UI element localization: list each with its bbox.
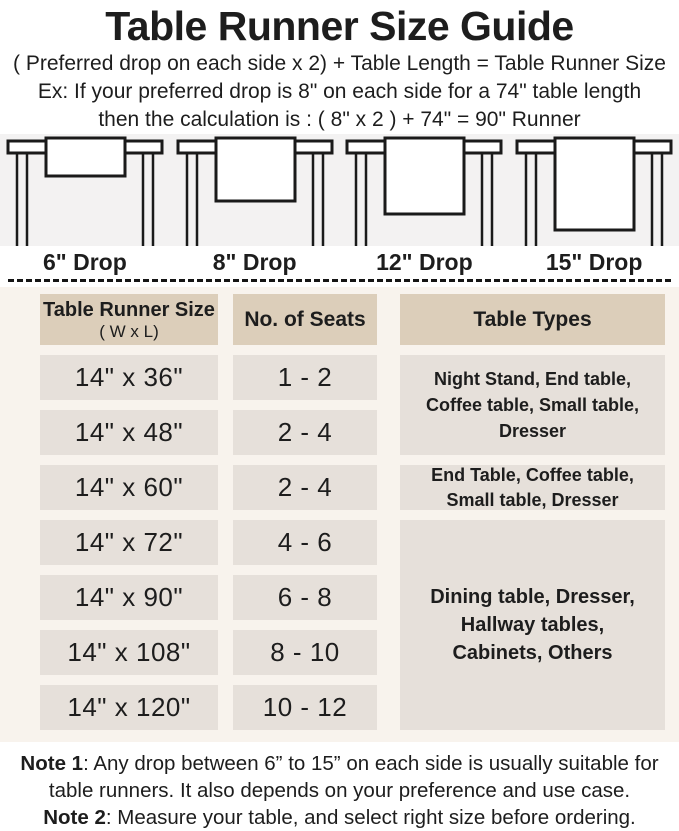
- seats-cell: 8 - 10: [233, 630, 377, 675]
- formula-line: ( Preferred drop on each side x 2) + Table Length = Table Runner Size: [13, 52, 666, 75]
- page-title: Table Runner Size Guide: [105, 3, 574, 49]
- note-2: [8, 804, 671, 831]
- seats-cell: 1 - 2: [233, 355, 377, 400]
- table-types-group-large-tables: [400, 520, 665, 730]
- table-types-text: Dining table, Dresser, Hallway tables, Cabinets, Others: [430, 586, 635, 664]
- table-drawing-6in-drop: [5, 135, 165, 246]
- table-types-text: End Table, Coffee table, Small table, Dresser: [431, 464, 634, 510]
- size-guide-table: [0, 287, 679, 742]
- runner-size-cell: 14" x 60": [40, 465, 218, 510]
- table-with-runner-icon: [175, 135, 335, 246]
- runner-size-cell: 14" x 120": [40, 685, 218, 730]
- drop-labels-row: [0, 246, 679, 278]
- column-header-table-types: Table Types: [400, 294, 665, 345]
- notes-section: [0, 742, 679, 831]
- column-header-runner-size-subtitle: ( W x L): [99, 321, 159, 341]
- table-with-runner-icon: [514, 135, 674, 246]
- header: [0, 0, 679, 134]
- seats-cell: 10 - 12: [233, 685, 377, 730]
- column-header-runner-size: [40, 294, 218, 345]
- table-drawing-8in-drop: [175, 135, 335, 246]
- seats-cell: 2 - 4: [233, 465, 377, 510]
- table-with-runner-icon: [5, 135, 165, 246]
- drop-illustrations: [0, 134, 679, 246]
- note-1: [8, 750, 671, 804]
- table-types-group-medium-tables: [400, 465, 665, 510]
- runner-size-cell: 14" x 108": [40, 630, 218, 675]
- note-2-text: : Measure your table, and select right size before ordering.: [105, 806, 636, 829]
- seats-cell: 6 - 8: [233, 575, 377, 620]
- note-1-label: Note 1: [20, 752, 84, 775]
- column-header-seats: No. of Seats: [233, 294, 377, 345]
- table-types-group-small-tables: [400, 355, 665, 455]
- drop-label-6in: 6" Drop: [43, 249, 127, 275]
- table-drawing-15in-drop: [514, 135, 674, 246]
- dashed-divider: [8, 279, 671, 282]
- drop-label-15in: 15" Drop: [545, 249, 643, 275]
- example-line-1: Ex: If your preferred drop is 8" on each side for a 74" table length: [37, 80, 642, 103]
- drop-label-8in: 8" Drop: [212, 249, 297, 275]
- seats-cell: 2 - 4: [233, 410, 377, 455]
- drop-label-12in: 12" Drop: [376, 249, 473, 275]
- runner-size-cell: 14" x 36": [40, 355, 218, 400]
- runner-size-cell: 14" x 90": [40, 575, 218, 620]
- seats-cell: 4 - 6: [233, 520, 377, 565]
- note-1-text: : Any drop between 6” to 15” on each side is usually suitable for table runners. It also depends on your preference and use case.: [48, 752, 659, 802]
- note-2-label: Note 2: [43, 806, 106, 829]
- table-with-runner-icon: [344, 135, 504, 246]
- runner-size-cell: 14" x 72": [40, 520, 218, 565]
- example-line-2: then the calculation is : ( 8" x 2 ) + 74" = 90" Runner: [98, 108, 581, 131]
- table-types-text: Night Stand, End table, Coffee table, Small table, Dresser: [425, 369, 640, 441]
- column-header-runner-size-title: Table Runner Size: [43, 298, 215, 321]
- table-drawing-12in-drop: [344, 135, 504, 246]
- runner-size-cell: 14" x 48": [40, 410, 218, 455]
